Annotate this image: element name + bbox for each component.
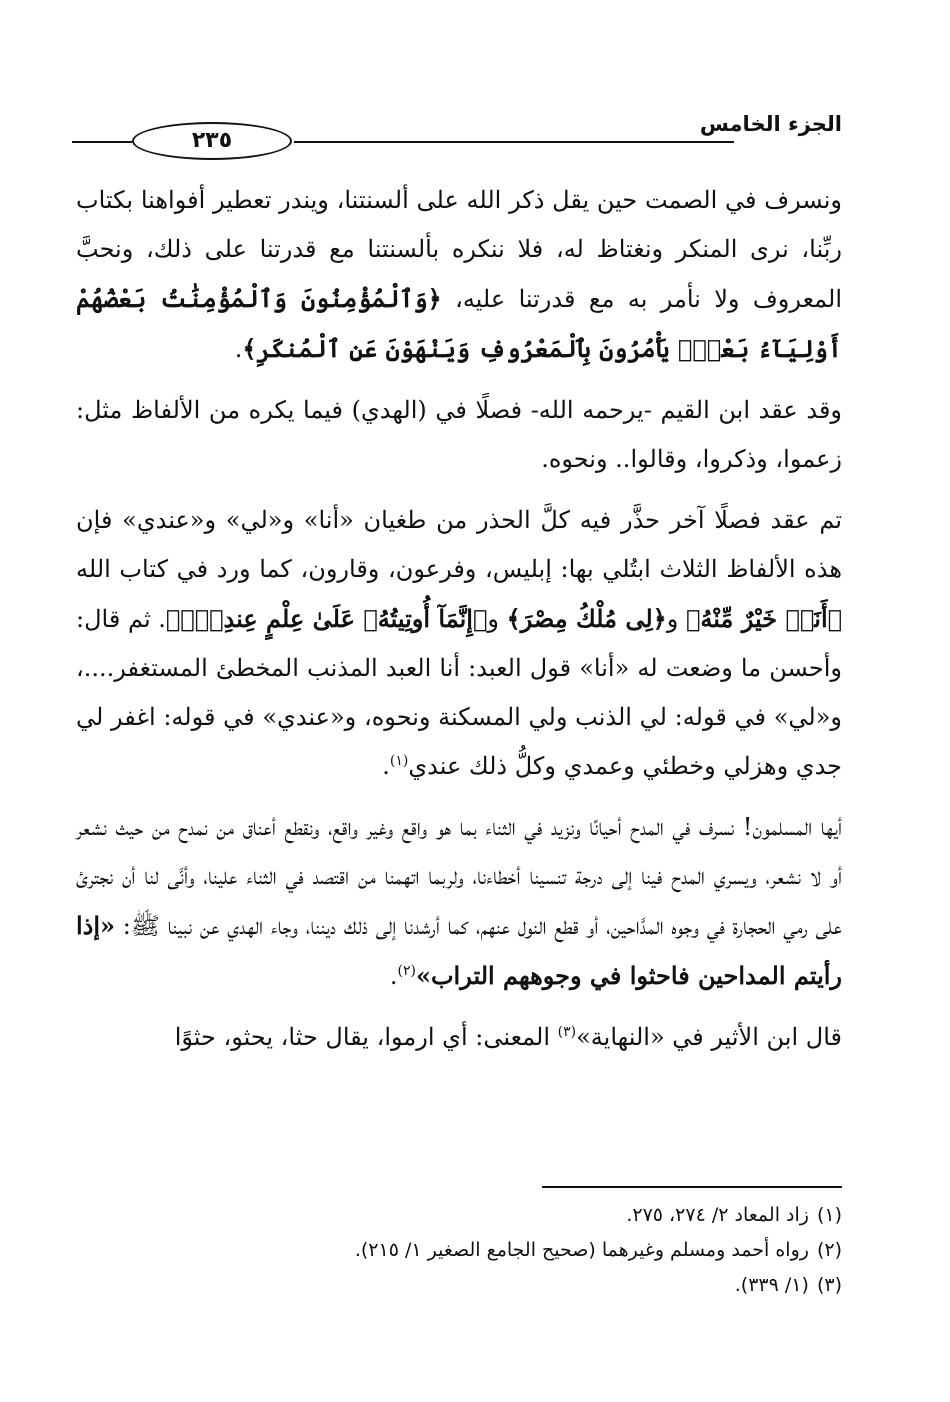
text-segment: و — [666, 605, 686, 633]
quran-quote: ﴿وَٱلْمُؤْمِنُونَ وَٱلْمُؤْمِنَٰتُ بَعْضُهُمْ أَوْلِيَآءُ بَعْضٍۚ يَأْمُرُونَ بِٱلْمَعْرُوفِ وَيَنْهَوْنَ عَنِ ٱلْمُنكَرِ﴾ — [76, 284, 842, 363]
quran-quote: ﴿لِى مُلْكُ مِصْرَ﴾ — [506, 604, 667, 633]
main-text — [76, 176, 842, 1062]
paragraph — [76, 176, 842, 374]
header-rule-left — [72, 141, 132, 143]
header-rule-right — [294, 141, 734, 143]
page-header — [72, 104, 842, 156]
paragraph — [76, 386, 842, 484]
text-segment: . ثم قال: وأحسن ما وضعت له «أنا» قول العبد: أنا العبد المذنب المخطئ المستغفر....، و«لي» في قوله: لي الذنب ولي المسكنة ونحوه، و«عندي» في قوله: اغفر لي جدي وهزلي وخطئي وعمدي وكلُّ ذلك عندي — [76, 605, 842, 780]
paragraph — [76, 496, 842, 791]
text-segment: . — [382, 752, 390, 780]
quran-quote: ﴿إِنَّمَآ أُوتِيتُهُۥ عَلَىٰ عِلْمٍ عِندِىٓۚ﴾ — [165, 604, 488, 633]
paragraph — [76, 1013, 842, 1062]
paragraph — [76, 803, 842, 1001]
footnote-marker: (٣) — [816, 1274, 842, 1296]
text-segment: تم عقد فصلًا آخر حذَّر فيه كلَّ الحذر من طغيان «أنا» و«لي» و«عندي» فإن هذه الألفاظ الثلاث ابتُلي بها: إبليس، وفرعون، وقارون، كما ورد في كتاب الله — [76, 506, 842, 583]
footnote-marker: (١) — [816, 1204, 842, 1226]
footnote — [76, 1233, 842, 1268]
page-number: ٢٣٥ — [132, 122, 292, 160]
hadith-quote: «إذا رأيتم المداحين فاحثوا في وجوههم التراب» — [76, 911, 842, 990]
text-segment: وقد عقد ابن القيم -يرحمه الله- فصلًا في (الهدي) فيما يكره من الألفاظ مثل: زعموا، وذكروا، وقالوا.. ونحوه. — [76, 396, 843, 473]
footnote-separator — [542, 1186, 842, 1188]
text-segment: قال ابن الأثير في «النهاية» — [576, 1023, 842, 1051]
footnote-reference: (١) — [389, 753, 409, 769]
footnotes — [76, 1198, 842, 1303]
footnote-reference: (٢) — [397, 963, 416, 979]
text-segment: و — [487, 605, 507, 633]
text-segment: ونسرف في الصمت حين يقل ذكر الله على ألسنتنا، ويندر تعطير أفواهنا بكتاب ربِّنا، نرى المنكر ونغتاظ له، فلا ننكره بألسنتنا مع قدرتنا على ذلك، ونحبَّ المعروف ولا نأمر به مع قدرتنا عليه، — [76, 186, 842, 313]
text-segment: أيها المسلمون! نسرف في المدح أحيانًا ونزيد في الثناء بما هو واقع وغير واقع، ونقطع أعناق من نمدح من حيث نشعر أو لا نشعر، ويسري المدح فينا إلى درجة تنسينا أخطاءنا، ولربما اتهمنا من اقتصد في الثناء علينا، وأنَّى لنا أن نجترئ على رمي الحجارة في وجوه المدَّاحين، أو قطع النول عنهم، كما أرشدنا إلى ذلك ديننا، وجاء الهدي عن نبينا ﷺ: — [76, 813, 842, 940]
footnote-reference: (٣) — [557, 1024, 577, 1040]
text-segment: . — [389, 962, 398, 990]
text-segment: المعنى: أي ارموا، يقال حثا، يحثو، حثوًا — [174, 1023, 558, 1051]
footnote — [76, 1268, 842, 1303]
running-title: الجزء الخامس — [699, 112, 842, 136]
footnote — [76, 1198, 842, 1233]
footnote-text: رواه أحمد ومسلم وغيرهما (صحيح الجامع الصغير ١/ ٢١٥). — [354, 1239, 809, 1261]
footnote-text: زاد المعاد ٢/ ٢٧٤، ٢٧٥. — [626, 1204, 809, 1226]
text-segment: . — [234, 335, 243, 363]
footnote-marker: (٢) — [816, 1239, 842, 1261]
footnote-text: (١/ ٣٣٩). — [734, 1274, 809, 1296]
quran-quote: ﴿أَنَا۠ خَيْرٌ مِّنْهُ﴾ — [686, 604, 843, 633]
